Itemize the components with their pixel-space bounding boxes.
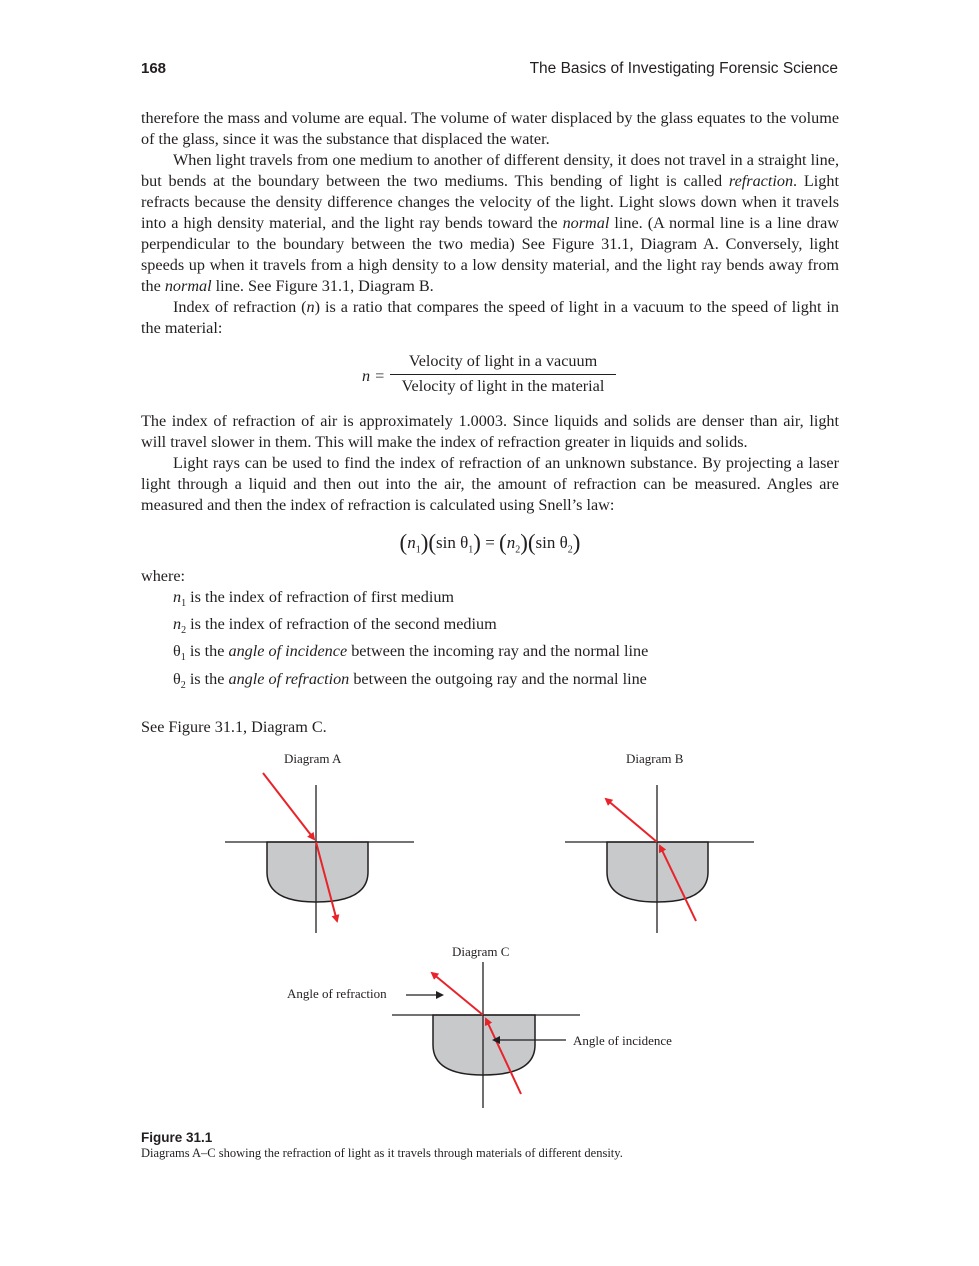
see-figure-line: See Figure 31.1, Diagram C. <box>141 717 327 736</box>
sin-theta1: sin θ <box>436 533 469 552</box>
subscript: 1 <box>181 598 187 610</box>
text-span: is the index of refraction of the second medium <box>186 615 497 634</box>
symbol: θ <box>173 669 181 688</box>
text-span: When light travels from one medium to another of different density, it does not travel in a straight line, but bends at the boundary between the two mediums. This bending of light is called <box>141 151 839 190</box>
paragraph-4: The index of refraction of air is approximately 1.0003. Since liquids and solids are denser than air, light will travel slower in them. This will make the index of refraction greater in liquids and solids. <box>141 412 839 451</box>
subscript: 2 <box>181 625 187 637</box>
diagram-b <box>565 785 754 933</box>
running-title: The Basics of Investigating Forensic Science <box>529 60 838 77</box>
formula-numerator: Velocity of light in a vacuum <box>390 351 616 375</box>
formula-denominator: Velocity of light in the material <box>401 377 605 395</box>
text-span: . Light refracts because the density difference changes the velocity of the light. Light slows down when it travels into a high density material, and the light ray bends toward the <box>141 172 839 232</box>
diagram-c <box>392 962 580 1108</box>
diagram-b-label: Diagram B <box>626 751 684 766</box>
page-number: 168 <box>141 60 167 77</box>
equals-sign: = <box>485 533 495 552</box>
text-span: is the index of refraction of first medium <box>186 588 455 606</box>
term-angle-of-incidence: angle of incidence <box>228 642 348 661</box>
paragraph-1: therefore the mass and volume are equal. The volume of water displaced by the glass equates to the volume of the glass, since it was the substance that displaced the water. <box>141 109 839 148</box>
paragraph-5: Light rays can be used to find the index of refraction of an unknown substance. By projecting a laser light through a liquid and then out into the air, the amount of refraction can be measured. Angles are measured and then the index of refraction is calculated using Snell’s law: <box>141 454 839 514</box>
subscript: 1 <box>415 544 421 556</box>
diagram-a-label: Diagram A <box>284 751 342 766</box>
term-normal: normal <box>562 214 610 232</box>
subscript: 1 <box>180 652 186 664</box>
term-normal: normal <box>164 277 212 295</box>
subscript: 2 <box>515 544 521 556</box>
snells-law-formula: $(n_1)(\sin$ $\theta_1) = (n_2)(\sin$ $\theta_2$) <box>399 530 581 556</box>
symbol: n <box>173 588 182 606</box>
text-span: Index of refraction ( <box>173 298 307 316</box>
text-span: ) is a ratio that compares the speed of light in a vacuum to the speed of light in the material: <box>141 298 839 337</box>
term-angle-of-refraction: angle of refraction <box>228 669 350 688</box>
caption-title: Figure 31.1 <box>141 1130 213 1145</box>
symbol: θ <box>173 642 181 661</box>
text-span: is the <box>185 669 229 688</box>
symbol: n <box>173 615 182 634</box>
symbol-n: n <box>306 298 315 316</box>
diagram-c-label: Diagram C <box>452 944 510 959</box>
text-span: is the <box>185 642 229 661</box>
figure-caption <box>141 1130 623 1161</box>
term-refraction: refraction <box>728 172 794 190</box>
angle-of-refraction-label: Angle of refraction <box>287 986 387 1001</box>
subscript: 1 <box>468 544 474 556</box>
symbol-n2: n <box>506 533 516 552</box>
sin-theta2: sin θ <box>535 533 568 552</box>
where-label: where: <box>141 567 186 585</box>
formula-lhs: n = <box>362 367 386 385</box>
text-span: line. (A normal line is a line draw perpendicular to the boundary between the two media) See Figure 31.1, Diagram A. Conversely, light speeds up when it travels from a high density to a low density material, and the light ray bends away from the <box>141 214 839 295</box>
symbol-n1: n <box>407 533 416 552</box>
text-span: line. See Figure 31.1, Diagram B. <box>211 277 434 295</box>
diagram-a <box>225 773 414 933</box>
caption-text: Diagrams A–C showing the refraction of light as it travels through materials of different density. <box>141 1146 623 1160</box>
subscript: 2 <box>567 544 573 556</box>
text-span: between the outgoing ray and the normal line <box>349 669 647 688</box>
subscript: 2 <box>180 679 186 691</box>
angle-of-incidence-label: Angle of incidence <box>573 1033 672 1048</box>
text-span: between the incoming ray and the normal line <box>347 642 649 661</box>
